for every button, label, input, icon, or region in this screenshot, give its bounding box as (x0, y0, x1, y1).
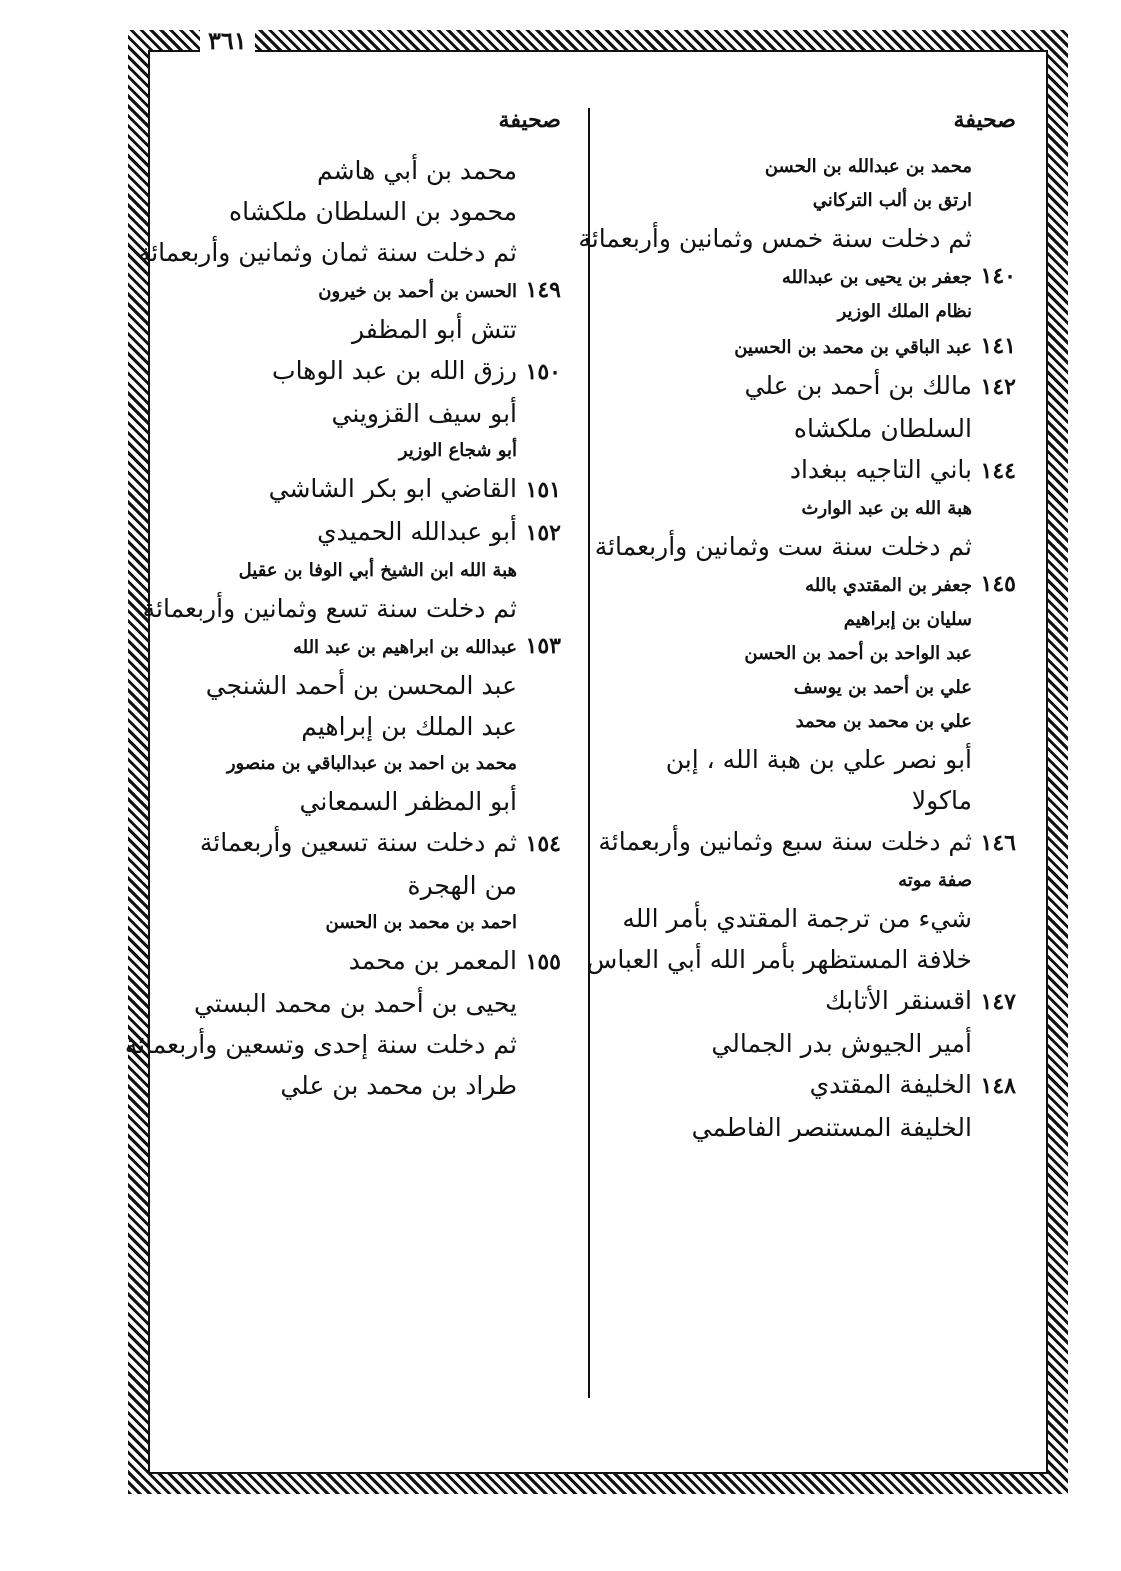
page-ref-number: ١٤٧ (980, 989, 1016, 1015)
entry-title: أبو سيف القزويني (331, 399, 517, 428)
entry-title: احمد بن محمد بن الحسن (325, 912, 517, 933)
page-ref-number: ١٤٠ (980, 263, 1016, 289)
entry-title: ثم دخلت سنة ست وثمانين وأربعمائة (594, 532, 972, 561)
page-ref-number: ١٤٢ (980, 374, 1016, 400)
index-column-right (546, 100, 1016, 1148)
index-entry (124, 1024, 561, 1065)
entry-title: من الهجرة (407, 871, 517, 900)
index-entry (171, 273, 561, 309)
entry-title: رزق الله بن عبد الوهاب (272, 356, 517, 385)
index-entry (546, 980, 1016, 1023)
index-entry (171, 983, 561, 1024)
index-entry (546, 1107, 1016, 1148)
entry-title: ثم دخلت سنة تسع وثمانين وأربعمائة (142, 594, 517, 623)
page-ref-number: ١٥٠ (525, 359, 561, 385)
entry-title: محمود بن السلطان ملكشاه (229, 197, 517, 226)
entry-title: ماكولا (911, 786, 972, 815)
entry-title: أبو عبدالله الحميدي (317, 517, 517, 546)
entry-title: ثم دخلت سنة إحدى وتسعين وأربعمائة (124, 1030, 517, 1059)
entry-title: مالك بن أحمد بن علي (744, 371, 972, 400)
index-entry (171, 393, 561, 434)
entry-title: عبد الملك بن إبراهيم (301, 712, 517, 741)
page-ref-number: ١٤٥ (980, 571, 1016, 597)
page-ref-number: ١٤٦ (980, 830, 1016, 856)
index-entry (171, 191, 561, 232)
page-ref-number: ١٤٩ (525, 277, 561, 303)
entry-title: علي بن أحمد بن يوسف (793, 677, 972, 698)
column-header: صحيفة (953, 107, 1016, 133)
entry-title: يحيى بن أحمد بن محمد البستي (193, 989, 517, 1018)
index-entry (546, 526, 1016, 567)
index-entry (171, 706, 561, 747)
index-entry (546, 365, 1016, 408)
index-entry (546, 739, 1016, 780)
entry-title: أمير الجيوش بدر الجمالي (711, 1029, 972, 1058)
entry-list (124, 150, 561, 1106)
page-ref-number: ١٤٨ (980, 1073, 1016, 1099)
entry-title: ثم دخلت سنة ثمان وثمانين وأربعمائة (137, 238, 517, 267)
index-entry (171, 511, 561, 554)
entry-title: أبو نصر علي بن هبة الله ، إبن (665, 745, 972, 774)
index-entry (546, 218, 1016, 259)
index-entry (546, 295, 1016, 329)
entry-title: المعمر بن محمد (348, 946, 517, 975)
index-entry (546, 567, 1016, 603)
page-ref-number: ١٥٤ (525, 831, 561, 857)
page-ref-number: ١٥٥ (525, 949, 561, 975)
entry-title: صفة موته (898, 870, 972, 891)
index-entry (171, 1065, 561, 1106)
entry-list (546, 150, 1016, 1148)
index-entry (546, 184, 1016, 218)
index-entry (171, 781, 561, 822)
index-entry (546, 603, 1016, 637)
page-ref-number: ١٥٣ (525, 633, 561, 659)
entry-title: ثم دخلت سنة تسعين وأربعمائة (199, 828, 517, 857)
index-entry (546, 449, 1016, 492)
entry-title: عبدالله بن ابراهيم بن عبد الله (292, 637, 517, 658)
entry-title: اقسنقر الأتابك (825, 986, 972, 1015)
index-entry (171, 747, 561, 781)
index-entry (546, 780, 1016, 821)
index-entry (171, 629, 561, 665)
index-entry (171, 906, 561, 940)
index-entry (171, 822, 561, 865)
entry-title: شيء من ترجمة المقتدي بأمر الله (622, 904, 972, 933)
page-ref-number: ١٥١ (525, 477, 561, 503)
entry-title: باني التاجيه ببغداد (789, 455, 972, 484)
entry-title: محمد بن أبي هاشم (316, 156, 517, 185)
index-entry (546, 671, 1016, 705)
index-entry (546, 864, 1016, 898)
index-entry (171, 309, 561, 350)
page-ref-number: ١٤٤ (980, 458, 1016, 484)
index-entry (171, 940, 561, 983)
entry-title: خلافة المستظهر بأمر الله أبي العباس (586, 945, 972, 974)
entry-title: أبو شجاع الوزير (398, 440, 517, 461)
index-entry (546, 821, 1016, 864)
column-header: صحيفة (498, 107, 561, 133)
entry-title: السلطان ملكشاه (793, 414, 972, 443)
entry-title: ثم دخلت سنة خمس وثمانين وأربعمائة (578, 224, 972, 253)
entry-title: هبة الله بن عبد الوارث (801, 498, 972, 519)
index-entry (137, 232, 561, 273)
page-number: ٣٦١ (200, 30, 255, 52)
entry-title: ثم دخلت سنة سبع وثمانين وأربعمائة (598, 827, 972, 856)
entry-title: تتش أبو المظفر (351, 315, 517, 344)
index-entry (171, 468, 561, 511)
entry-title: محمد بن احمد بن عبدالباقي بن منصور (226, 753, 517, 774)
index-entry (546, 1064, 1016, 1107)
entry-title: سليان بن إبراهيم (843, 609, 972, 630)
index-entry (546, 492, 1016, 526)
index-entry (171, 434, 561, 468)
index-entry (546, 898, 1016, 939)
index-entry (546, 637, 1016, 671)
page-ref-number: ١٥٢ (525, 520, 561, 546)
entry-title: هبة الله ابن الشيخ أبي الوفا بن عقيل (238, 560, 517, 581)
index-entry (171, 865, 561, 906)
entry-title: عبد الباقي بن محمد بن الحسين (734, 337, 972, 358)
entry-title: طراد بن محمد بن علي (280, 1071, 517, 1100)
entry-title: القاضي ابو بكر الشاشي (268, 474, 517, 503)
index-column-left (124, 100, 561, 1106)
entry-title: جعفر بن المقتدي بالله (805, 575, 972, 596)
index-entry (171, 665, 561, 706)
index-entry (546, 705, 1016, 739)
index-entry (546, 329, 1016, 365)
index-entry (546, 150, 1016, 184)
index-entry (171, 150, 561, 191)
entry-title: جعفر بن يحيى بن عبدالله (781, 267, 972, 288)
entry-title: نظام الملك الوزير (837, 301, 972, 322)
entry-title: الخليفة المستنصر الفاطمي (691, 1113, 972, 1142)
index-entry (142, 588, 561, 629)
index-entry (546, 939, 1016, 980)
entry-title: الخليفة المقتدي (809, 1070, 972, 1099)
entry-title: عبد الواحد بن أحمد بن الحسن (744, 643, 972, 664)
index-entry (546, 1023, 1016, 1064)
entry-title: ارتق بن ألب التركاني (812, 190, 972, 211)
entry-title: عبد المحسن بن أحمد الشنجي (205, 671, 517, 700)
index-entry (546, 259, 1016, 295)
index-entry (546, 408, 1016, 449)
entry-title: محمد بن عبدالله بن الحسن (764, 156, 972, 177)
entry-title: أبو المظفر السمعاني (299, 787, 517, 816)
index-entry (171, 350, 561, 393)
entry-title: الحسن بن أحمد بن خيرون (318, 281, 517, 302)
page-ref-number: ١٤١ (980, 333, 1016, 359)
index-entry (171, 554, 561, 588)
entry-title: علي بن محمد بن محمد (795, 711, 972, 732)
